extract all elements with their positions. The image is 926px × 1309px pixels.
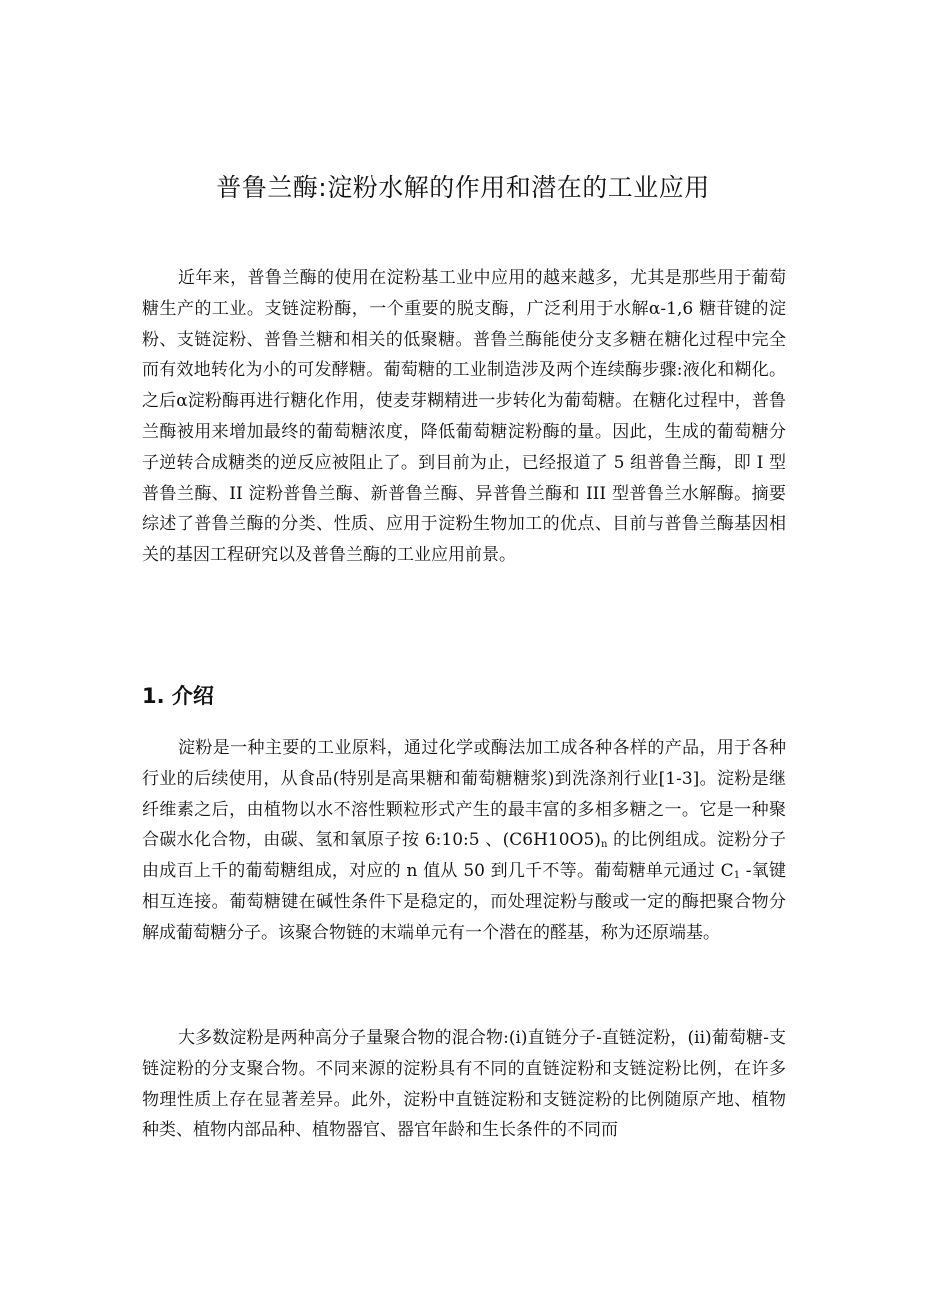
subscript-1: 1 (733, 870, 741, 882)
intro-paragraph-1 (142, 733, 786, 949)
abstract-paragraph: 近年来，普鲁兰酶的使用在淀粉基工业中应用的越来越多，尤其是那些用于葡萄糖生产的工业。支链淀粉酶，一个重要的脱支酶，广泛利用于水解α-1,6 糖苷键的淀粉、支链淀粉、普鲁兰糖和相关的低聚糖。普鲁兰酶能使分支多糖在糖化过程中完全而有效地转化为小的可发酵糖。葡萄糖的工业制造涉及两个连续酶步骤:液化和糊化。之后α淀粉酶再进行糖化作用，使麦芽糊精进一步转化为葡萄糖。在糖化过程中，普鲁兰酶被用来增加最终的葡萄糖浓度，降低葡萄糖淀粉酶的量。因此，生成的葡萄糖分子逆转合成糖类的逆反应被阻止了。到目前为止，已经报道了 5 组普鲁兰酶，即 I 型普鲁兰酶、II 淀粉普鲁兰酶、新普鲁兰酶、异普鲁兰酶和 III 型普鲁兰水解酶。摘要综述了普鲁兰酶的分类、性质、应用于淀粉生物加工的优点、目前与普鲁兰酶基因相关的基因工程研究以及普鲁兰酶的工业应用前景。 (142, 268, 786, 566)
intro-paragraph-1-text-c: -氧键相互连接。葡萄糖键在碱性条件下是稳定的，而处理淀粉与酸或一定的酶把聚合物分解成葡萄糖分子。该聚合物链的末端单元有一个潜在的醛基，称为还原端基。 (142, 861, 786, 943)
intro-paragraph-1-text-b: 的比例组成。淀粉分子由成百上千的葡萄糖组成，对应的 n 值从 50 到几千不等。葡萄糖单元通过 C (142, 830, 787, 882)
document-title: 普鲁兰酶:淀粉水解的作用和潜在的工业应用 (216, 173, 710, 202)
intro-paragraph-1-text-a: 淀粉是一种主要的工业原料，通过化学或酶法加工成各种各样的产品，用于各种行业的后续使用，从食品(特别是高果糖和葡萄糖糖浆)到洗涤剂行业[1-3]。淀粉是继纤维素之后，由植物以水不溶性颗粒形式产生的最丰富的多相多糖之一。它是一种聚合碳水化合物，由碳、氢和氧原子按 6:10:5 、(C6H10O5) (142, 738, 786, 851)
section-heading-introduction: 1. 介绍 (142, 684, 214, 708)
intro-paragraph-2: 大多数淀粉是两种高分子量聚合物的混合物:(i)直链分子-直链淀粉，(ii)葡萄糖-支链淀粉的分支聚合物。不同来源的淀粉具有不同的直链淀粉和支链淀粉比例，在许多物理性质上存在显著差异。此外，淀粉中直链淀粉和支链淀粉的比例随原产地、植物种类、植物内部品种、植物器官、器官年龄和生长条件的不同而 (142, 1028, 786, 1141)
subscript-n: n (600, 839, 608, 851)
